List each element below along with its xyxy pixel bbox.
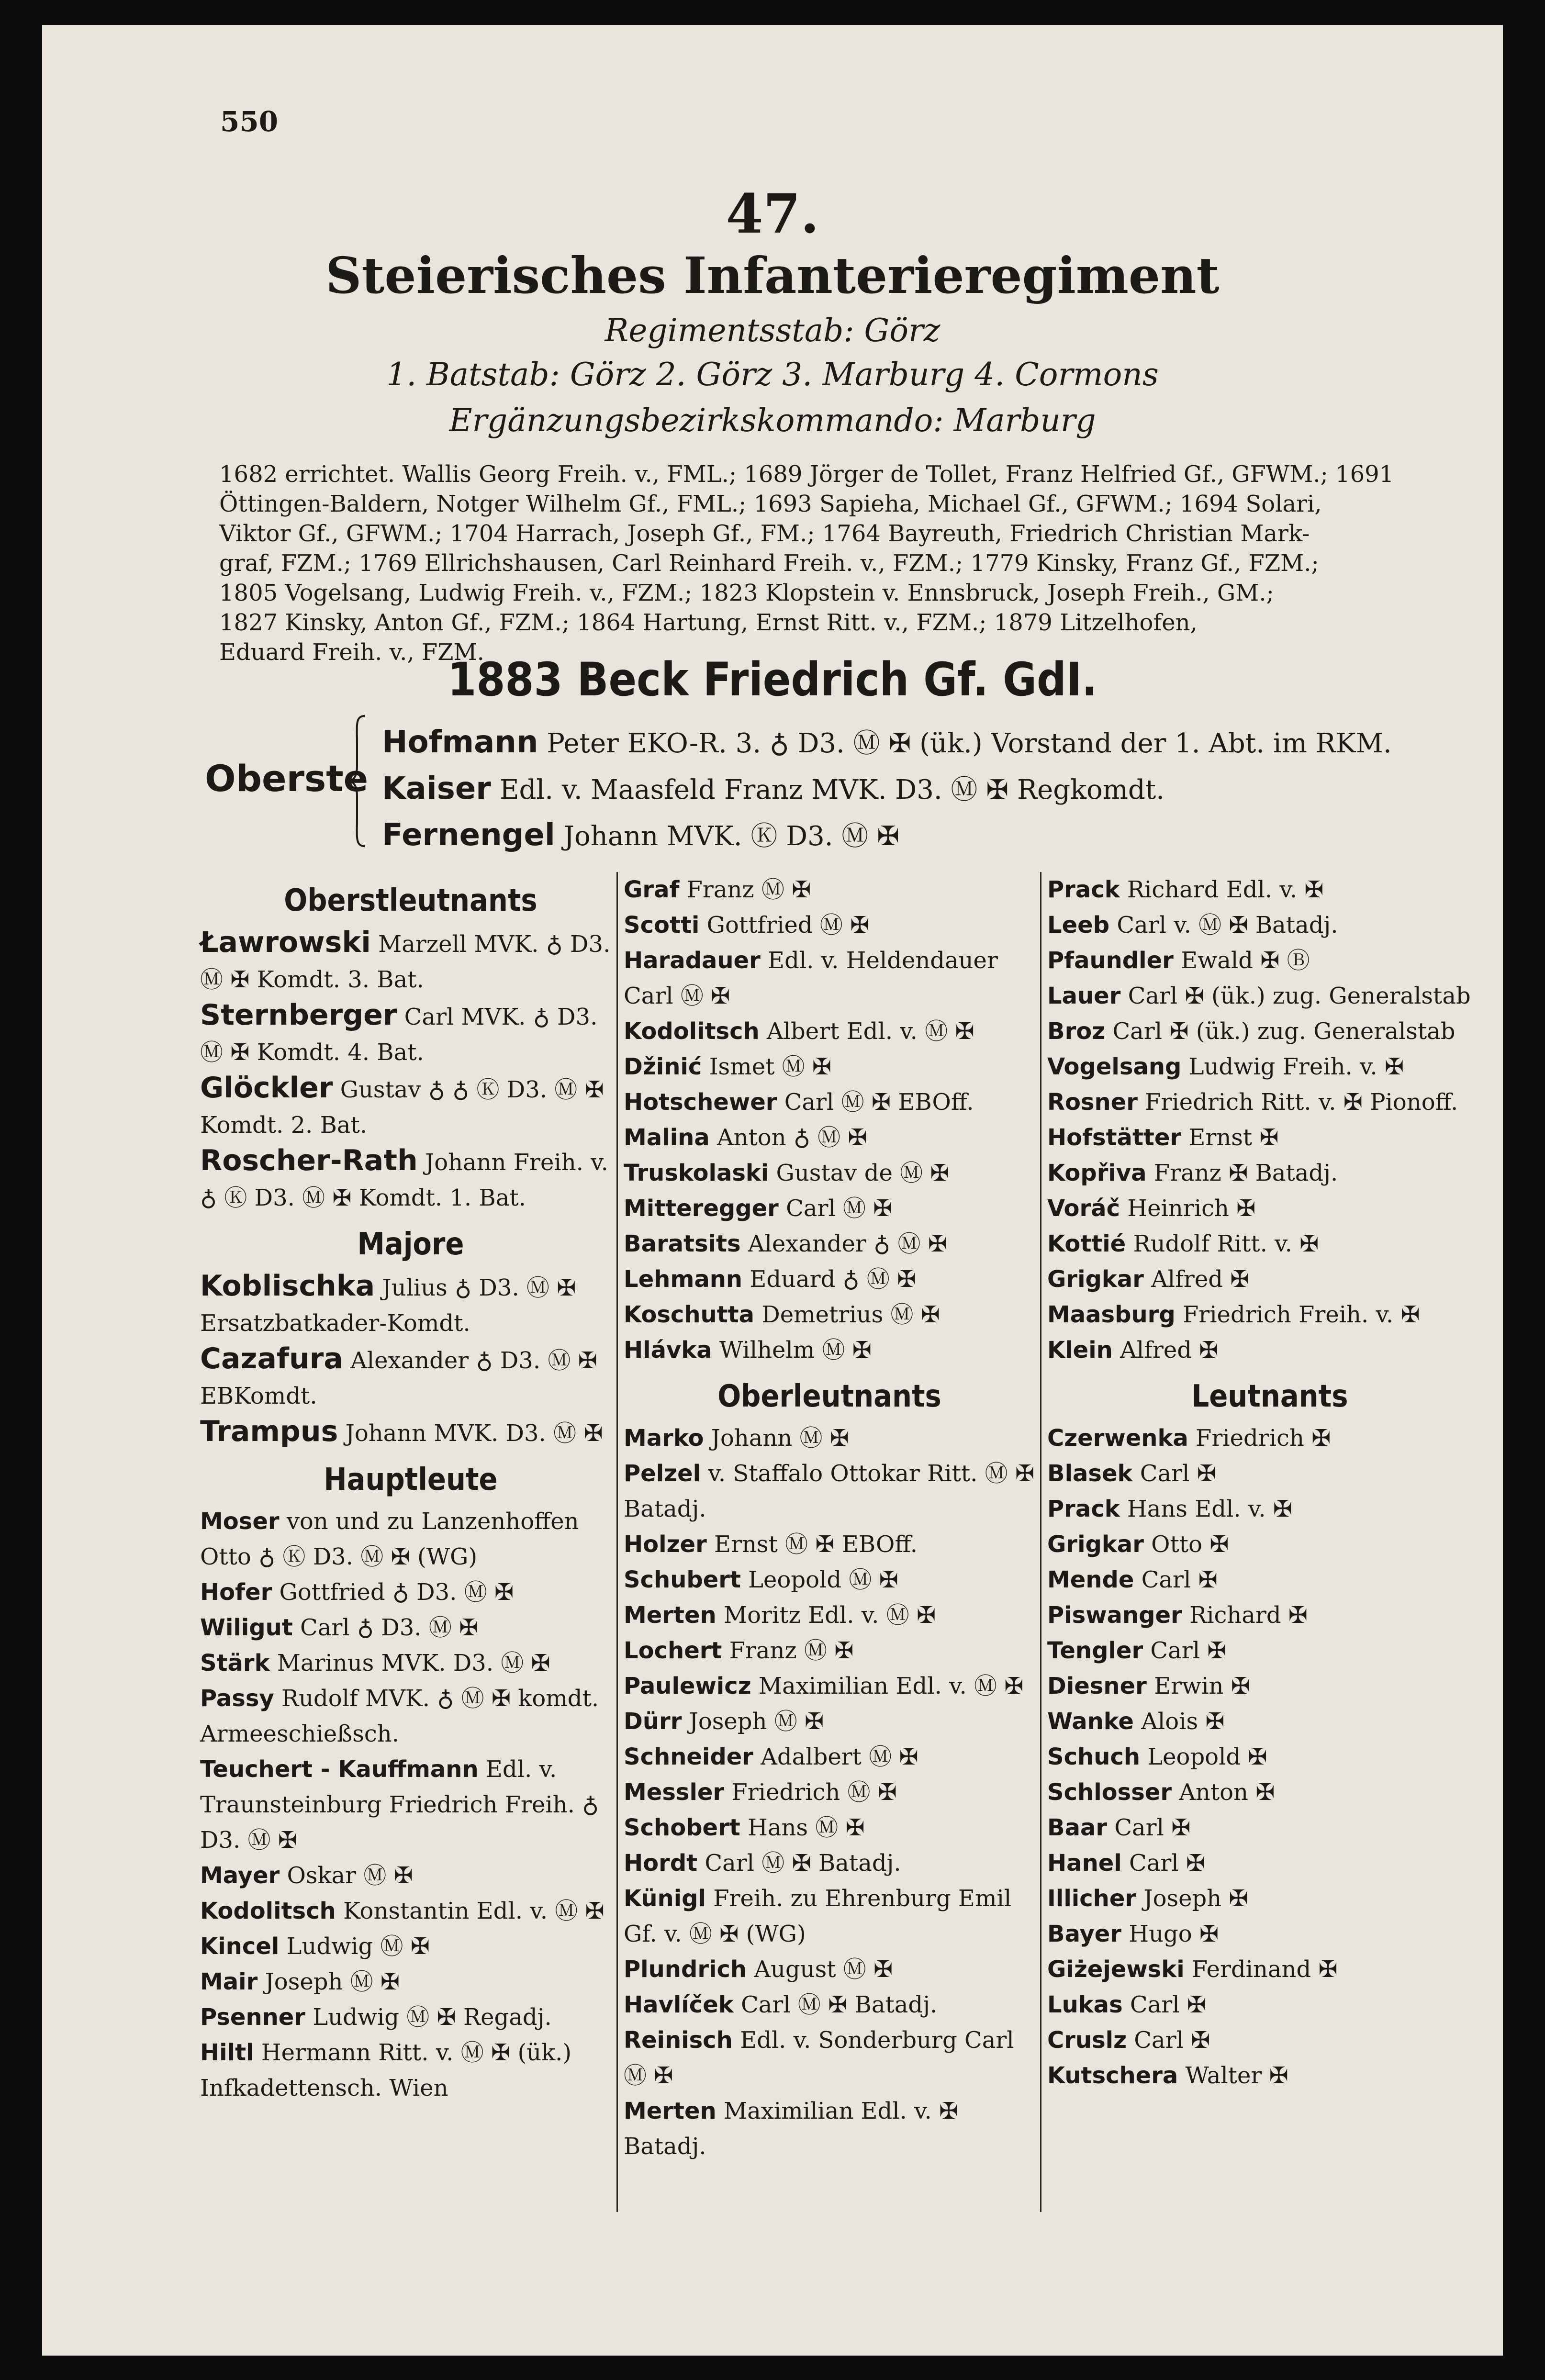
officer-surname: Diesner [1047,1673,1147,1699]
section-title-oberstleutnants: Oberstleutnants [284,883,537,918]
officer-entry [624,1739,1035,1775]
officer-surname: Hotschewer [624,1089,777,1116]
officer-surname: Mende [1047,1566,1134,1593]
oberst-entry [382,720,1483,766]
officer-entry [1047,1704,1492,1739]
officer-details: Edl. v. Heldendauer Carl Ⓜ ✠ [624,947,998,1009]
officer-surname: Czerwenka [1047,1425,1188,1452]
officer-surname: Pfaundler [1047,947,1174,974]
officer-entry [1047,2022,1492,2058]
officer-entry [624,1226,1035,1262]
officer-details: Walter ✠ [1185,2062,1288,2089]
officer-surname: Kodolitsch [624,1018,760,1045]
officer-surname: Mayer [200,1862,280,1889]
officer-entry [1047,1739,1492,1775]
officer-entry [200,2035,621,2106]
officer-surname: Graf [624,876,680,903]
officer-entry [1047,1527,1492,1562]
officer-entry [1047,1084,1492,1120]
officer-entry [1047,1881,1492,1916]
officer-entry [1047,2058,1492,2093]
officer-details: Edl. v. Sonderburg Carl Ⓜ ✠ [624,2027,1014,2089]
officer-details: Demetrius Ⓜ ✠ [761,1301,940,1328]
officer-surname: Merten [624,1602,717,1629]
officer-entry [1047,1491,1492,1527]
officer-details: Johann MVK. Ⓚ D3. Ⓜ ✠ [563,821,900,852]
officer-surname: Voráč [1047,1195,1120,1222]
officer-surname: Kodolitsch [200,1898,336,1924]
officer-entry [624,1810,1035,1845]
officer-surname: Reinisch [624,2027,733,2054]
officer-details: Friedrich Ritt. v. ✠ Pionoff. [1145,1089,1458,1116]
officer-surname: Džinić [624,1053,702,1080]
officer-surname: Klein [1047,1337,1113,1363]
officer-details: Alfred ✠ [1120,1337,1219,1363]
officer-details: Friedrich ✠ [1196,1425,1331,1452]
history-line: 1827 Kinsky, Anton Gf., FZM.; 1864 Hartung, Ernst Ritt. v., FZM.; 1879 Litzelhofen, [219,609,1198,636]
officer-entry [1047,1987,1492,2022]
officer-entry [624,1845,1035,1881]
officer-details: Marzell MVK. ♁ D3. Ⓜ ✠ Komdt. 3. Bat. [200,931,611,993]
officer-entry [1047,978,1492,1014]
officer-surname: Hlávka [624,1337,712,1363]
officer-surname: Mair [200,1968,258,1995]
officer-surname: Merten [624,2098,717,2124]
column-2 [624,872,1035,2164]
officer-surname: Wiligut [200,1614,293,1641]
oberstleutnants-list [200,925,621,1216]
officer-entry [200,1143,621,1216]
officer-entry [200,1893,621,1929]
oberste-label: Oberste [205,757,369,800]
officer-entry [624,907,1035,943]
officer-entry [624,1191,1035,1226]
officer-surname: Schlosser [1047,1779,1172,1806]
officer-entry [1047,1668,1492,1704]
oberste-list [382,720,1483,859]
officer-surname: Koschutta [624,1301,754,1328]
leutnants-list [1047,1420,1492,2093]
officer-details: Alfred ✠ [1151,1266,1250,1293]
officer-surname: Dürr [624,1708,682,1735]
officer-details: Franz Ⓜ ✠ [729,1637,854,1664]
officer-entry [624,1014,1035,1049]
officer-details: Carl Ⓜ ✠ [786,1195,893,1222]
officer-details: Carl ✠ [1134,2027,1210,2054]
officer-details: Carl ✠ (ük.) zug. Generalstab [1128,983,1471,1009]
officer-surname: Piswanger [1047,1602,1182,1629]
officer-surname: Bayer [1047,1921,1122,1947]
officer-entry [200,1341,621,1414]
officer-entry [1047,1598,1492,1633]
officer-details: Alexander ♁ D3. Ⓜ ✠ EBKomdt. [200,1347,597,1409]
officer-surname: Grigkar [1047,1531,1144,1558]
officer-surname: Kutschera [1047,2062,1178,2089]
officer-entry [1047,872,1492,907]
officer-details: Ludwig Freih. v. ✠ [1188,1053,1404,1080]
officer-surname: Paulewicz [624,1673,751,1699]
officer-surname: Truskolaski [624,1160,769,1186]
officer-details: Moritz Edl. v. Ⓜ ✠ [723,1602,936,1629]
section-title-hauptleute: Hauptleute [324,1462,498,1497]
regiment-title: Steierisches Infanterieregiment [325,246,1220,305]
officer-details: Franz Ⓜ ✠ [686,876,811,903]
officer-entry [624,1120,1035,1155]
officer-surname: Lauer [1047,983,1121,1009]
officer-details: Carl v. Ⓜ ✠ Batadj. [1117,912,1338,939]
officer-entry [624,1775,1035,1810]
hauptleute-list [200,1504,621,2106]
oberleutnants-list-continued [1047,872,1492,1368]
officer-entry [1047,1562,1492,1598]
officer-details: Freih. zu Ehrenburg Emil Gf. v. Ⓜ ✠ (WG) [624,1885,1012,1947]
officer-surname: Pelzel [624,1460,701,1487]
officer-details: Julius ♁ D3. Ⓜ ✠ Ersatzbatkader-Komdt. [200,1274,576,1337]
officer-entry [200,997,621,1070]
officer-surname: Baratsits [624,1230,741,1257]
officer-surname: Cruslz [1047,2027,1127,2054]
officer-surname: Koblischka [200,1269,375,1303]
regiment-number: 47. [726,183,819,246]
officer-surname: Giżejewski [1047,1956,1185,1983]
officer-surname: Kopřiva [1047,1160,1147,1186]
column-3 [1047,872,1492,2093]
officer-surname: Broz [1047,1018,1106,1045]
officer-details: Leopold Ⓜ ✠ [748,1566,898,1593]
officer-details: August Ⓜ ✠ [754,1956,893,1983]
oberleutnants-list [624,1420,1035,2164]
officer-entry [1047,1332,1492,1368]
officer-details: Marinus MVK. D3. Ⓜ ✠ [277,1650,550,1676]
officer-entry [1047,1155,1492,1191]
officer-surname: Cazafura [200,1342,343,1375]
officer-details: Alois ✠ [1141,1708,1225,1735]
officer-entry [1047,943,1492,978]
section-title-leutnants: Leutnants [1191,1379,1348,1414]
officer-details: Hugo ✠ [1129,1921,1219,1947]
officer-surname: Teuchert - Kauffmann [200,1756,479,1783]
officer-details: Friedrich Freih. v. ✠ [1182,1301,1420,1328]
officer-surname: Grigkar [1047,1266,1144,1293]
officer-details: Carl ✠ [1150,1637,1227,1664]
officer-entry [1047,1916,1492,1952]
officer-details: Gustav de Ⓜ ✠ [776,1160,950,1186]
officer-surname: Fernengel [382,817,555,853]
officer-surname: Stärk [200,1650,270,1676]
officer-entry [1047,1952,1492,1987]
officer-details: Carl Ⓜ ✠ EBOff. [784,1089,974,1116]
officer-surname: Glöckler [200,1071,333,1105]
officer-entry [624,1952,1035,1987]
column-1 [200,872,621,2106]
officer-surname: Rosner [1047,1089,1138,1116]
officer-details: Richard ✠ [1189,1602,1308,1629]
officer-entry [624,1332,1035,1368]
officer-surname: Maasburg [1047,1301,1176,1328]
officer-surname: Hordt [624,1850,698,1877]
battalion-stations: 1. Batstab: Görz 2. Görz 3. Marburg 4. Cormons [386,356,1159,393]
officer-entry [624,1598,1035,1633]
regiment-owner: 1883 Beck Friedrich Gf. GdI. [448,653,1097,706]
officer-surname: Holzer [624,1531,707,1558]
officer-entry [200,1414,621,1451]
officer-surname: Trampus [200,1415,338,1448]
officer-surname: Baar [1047,1814,1108,1841]
officer-entry [200,1575,621,1610]
officer-details: Edl. v. Maasfeld Franz MVK. D3. Ⓜ ✠ Regkomdt. [499,774,1165,805]
officer-surname: Passy [200,1685,274,1712]
majore-list [200,1268,621,1451]
officer-surname: Prack [1047,1496,1120,1522]
column-divider [1040,872,1041,2212]
officer-surname: Hanel [1047,1850,1122,1877]
officer-surname: Illicher [1047,1885,1137,1912]
officer-details: Otto ✠ [1151,1531,1229,1558]
section-title-oberleutnants: Oberleutnants [717,1379,941,1414]
officer-details: Hermann Ritt. v. Ⓜ ✠ (ük.) Infkadettensch. Wien [200,2039,572,2101]
officer-entry [200,1929,621,1964]
officer-entry [624,2093,1035,2164]
officer-details: Albert Edl. v. Ⓜ ✠ [766,1018,974,1045]
officer-entry [624,1704,1035,1739]
document-page [42,25,1503,2356]
officer-details: Eduard ♁ Ⓜ ✠ [750,1266,917,1293]
officer-details: Heinrich ✠ [1127,1195,1256,1222]
officer-entry [624,1262,1035,1297]
officer-details: Ewald ✠ Ⓑ [1181,947,1310,974]
officer-surname: Lehmann [624,1266,743,1293]
supplementary-district: Ergänzungsbezirkskommando: Marburg [449,402,1096,439]
officer-details: Rudolf MVK. ♁ Ⓜ ✠ komdt. Armeeschießsch. [200,1685,599,1747]
officer-entry [1047,1262,1492,1297]
officer-entry [624,1456,1035,1527]
officer-surname: Schubert [624,1566,741,1593]
officer-surname: Scotti [624,912,700,939]
officer-details: Anton ♁ Ⓜ ✠ [717,1124,867,1151]
officer-details: Alexander ♁ Ⓜ ✠ [748,1230,947,1257]
officer-details: Carl ✠ [1141,1566,1218,1593]
officer-entry [1047,1297,1492,1332]
officer-details: Carl ✠ (ük.) zug. Generalstab [1112,1018,1455,1045]
officer-surname: Schneider [624,1743,753,1770]
officer-surname: Kincel [200,1933,280,1960]
officer-details: von und zu Lanzenhoffen Otto ♁ Ⓚ D3. Ⓜ ✠ (WG) [200,1508,579,1570]
officer-details: Joseph Ⓜ ✠ [265,1968,400,1995]
officer-entry [624,1420,1035,1456]
officer-details: Maximilian Edl. v. ✠ Batadj. [624,2098,959,2160]
regiment-staff: Regimentsstab: Görz [605,312,940,349]
history-line: graf, FZM.; 1769 Ellrichshausen, Carl Reinhard Freih. v., FZM.; 1779 Kinsky, Franz Gf., FZM.; [219,550,1319,577]
officer-details: Gustav ♁ ♁ Ⓚ D3. Ⓜ ✠ Komdt. 2. Bat. [200,1076,604,1139]
officer-details: Joseph ✠ [1143,1885,1248,1912]
officer-details: Carl ✠ [1140,1460,1216,1487]
officer-entry [200,1070,621,1143]
officer-surname: Marko [624,1425,704,1452]
officer-details: Peter EKO-R. 3. ♁ D3. Ⓜ ✠ (ük.) Vorstand der 1. Abt. im RKM. [547,728,1392,759]
officer-entry [200,2000,621,2035]
officer-entry [624,872,1035,907]
officer-surname: Tengler [1047,1637,1143,1664]
officer-details: Johann MVK. D3. Ⓜ ✠ [345,1420,603,1447]
officer-details: Erwin ✠ [1154,1673,1250,1699]
officer-surname: Wanke [1047,1708,1134,1735]
officer-details: Franz ✠ Batadj. [1153,1160,1338,1186]
officer-entry [1047,1810,1492,1845]
officer-entry [624,943,1035,1014]
officer-entry [1047,1633,1492,1668]
officer-surname: Roscher-Rath [200,1144,418,1177]
history-line: 1682 errichtet. Wallis Georg Freih. v., FML.; 1689 Jörger de Tollet, Franz Helfried Gf., GFWM.; 1691 [219,461,1394,488]
officer-entry [1047,1049,1492,1084]
officer-entry [200,925,621,997]
officer-details: Rudolf Ritt. v. ✠ [1133,1230,1319,1257]
officer-surname: Malina [624,1124,710,1151]
page-number: 550 [220,105,279,138]
regiment-history [219,459,1492,667]
officer-details: Carl MVK. ♁ D3. Ⓜ ✠ Komdt. 4. Bat. [200,1004,598,1066]
officer-surname: Psenner [200,2004,306,2031]
officer-surname: Messler [624,1779,725,1806]
officer-details: v. Staffalo Ottokar Ritt. Ⓜ ✠ Batadj. [624,1460,1035,1522]
officer-entry [200,1681,621,1752]
officer-details: Ernst ✠ [1188,1124,1279,1151]
officer-details: Friedrich Ⓜ ✠ [731,1779,897,1806]
officer-details: Johann Ⓜ ✠ [711,1425,849,1452]
officer-details: Carl ♁ D3. Ⓜ ✠ [300,1614,479,1641]
officer-entry [624,1049,1035,1084]
officer-details: Richard Edl. v. ✠ [1127,876,1324,903]
officer-entry [624,1633,1035,1668]
officer-entry [200,1268,621,1341]
officer-details: Carl Ⓜ ✠ Batadj. [705,1850,901,1877]
officer-details: Ferdinand ✠ [1191,1956,1338,1983]
officer-entry [624,2022,1035,2093]
history-line: Eduard Freih. v., FZM. [219,639,484,666]
officer-entry [624,1562,1035,1598]
officer-details: Konstantin Edl. v. Ⓜ ✠ [343,1898,605,1924]
officer-surname: Ławrowski [200,926,371,959]
officer-surname: Lochert [624,1637,722,1664]
officer-entry [200,1645,621,1681]
officer-entry [624,1527,1035,1562]
officer-details: Ismet Ⓜ ✠ [709,1053,832,1080]
officer-entry [1047,1845,1492,1881]
officer-entry [1047,1191,1492,1226]
officer-details: Hans Ⓜ ✠ [747,1814,865,1841]
officer-entry [200,1610,621,1645]
officer-details: Johann Freih. v. ♁ Ⓚ D3. Ⓜ ✠ Komdt. 1. Bat. [200,1149,608,1211]
officer-entry [624,1881,1035,1952]
officer-surname: Hofmann [382,725,538,760]
officer-details: Ernst Ⓜ ✠ EBOff. [714,1531,918,1558]
officer-entry [1047,1456,1492,1491]
officer-entry [624,1668,1035,1704]
officer-surname: Plundrich [624,1956,747,1983]
hauptleute-list-continued [624,872,1035,1368]
officer-surname: Vogelsang [1047,1053,1182,1080]
history-line: Öttingen-Baldern, Notger Wilhelm Gf., FML.; 1693 Sapieha, Michael Gf., GFWM.; 1694 Solari, [219,491,1322,517]
officer-details: Carl ✠ [1129,1850,1206,1877]
officer-details: Carl ✠ [1114,1814,1191,1841]
officer-entry [1047,1226,1492,1262]
officer-surname: Mitteregger [624,1195,779,1222]
officer-surname: Schobert [624,1814,740,1841]
officer-entry [200,1858,621,1893]
officer-details: Carl Ⓜ ✠ Batadj. [740,1991,938,2018]
officer-surname: Blasek [1047,1460,1133,1487]
officer-entry [1047,907,1492,943]
officer-surname: Havlíček [624,1991,734,2018]
officer-details: Anton ✠ [1179,1779,1275,1806]
oberst-entry [382,813,1483,859]
officer-surname: Künigl [624,1885,706,1912]
officer-details: Oskar Ⓜ ✠ [287,1862,413,1889]
officer-details: Gottfried Ⓜ ✠ [706,912,870,939]
officer-entry [1047,1014,1492,1049]
history-line: 1805 Vogelsang, Ludwig Freih. v., FZM.; 1823 Klopstein v. Ennsbruck, Joseph Freih., GM.; [219,580,1274,606]
officer-surname: Hiltl [200,2039,254,2066]
officer-entry [624,1155,1035,1191]
officer-details: Ludwig Ⓜ ✠ [286,1933,430,1960]
officer-entry [1047,1420,1492,1456]
officer-surname: Hofer [200,1579,272,1606]
officer-details: Ludwig Ⓜ ✠ Regadj. [313,2004,552,2031]
officer-surname: Lukas [1047,1991,1123,2018]
officer-entry [624,1084,1035,1120]
officer-surname: Prack [1047,876,1120,903]
officer-surname: Haradauer [624,947,761,974]
officer-entry [200,1964,621,2000]
officer-entry [1047,1775,1492,1810]
officer-surname: Schuch [1047,1743,1140,1770]
officer-surname: Kottié [1047,1230,1126,1257]
officer-surname: Leeb [1047,912,1110,939]
officer-details: Carl ✠ [1130,1991,1207,2018]
officer-surname: Moser [200,1508,280,1535]
officer-details: Adalbert Ⓜ ✠ [761,1743,918,1770]
officer-details: Hans Edl. v. ✠ [1127,1496,1292,1522]
officer-surname: Hofstätter [1047,1124,1182,1151]
curly-brace-icon [348,714,368,848]
officer-details: Gottfried ♁ D3. Ⓜ ✠ [279,1579,514,1606]
officer-surname: Sternberger [200,998,397,1032]
history-line: Viktor Gf., GFWM.; 1704 Harrach, Joseph Gf., FM.; 1764 Bayreuth, Friedrich Christian Mark- [219,520,1310,547]
officer-entry [1047,1120,1492,1155]
officer-details: Leopold ✠ [1147,1743,1267,1770]
officer-surname: Kaiser [382,771,491,806]
officer-details: Wilhelm Ⓜ ✠ [719,1337,872,1363]
oberst-entry [382,766,1483,813]
officer-entry [200,1504,621,1575]
officer-details: Edl. v. Traunsteinburg Friedrich Freih. ♁ D3. Ⓜ ✠ [200,1756,599,1854]
section-title-majore: Majore [357,1227,464,1262]
officer-details: Joseph Ⓜ ✠ [689,1708,824,1735]
officer-details: Maximilian Edl. v. Ⓜ ✠ [758,1673,1024,1699]
officer-entry [624,1297,1035,1332]
officer-entry [200,1752,621,1858]
officer-entry [624,1987,1035,2022]
